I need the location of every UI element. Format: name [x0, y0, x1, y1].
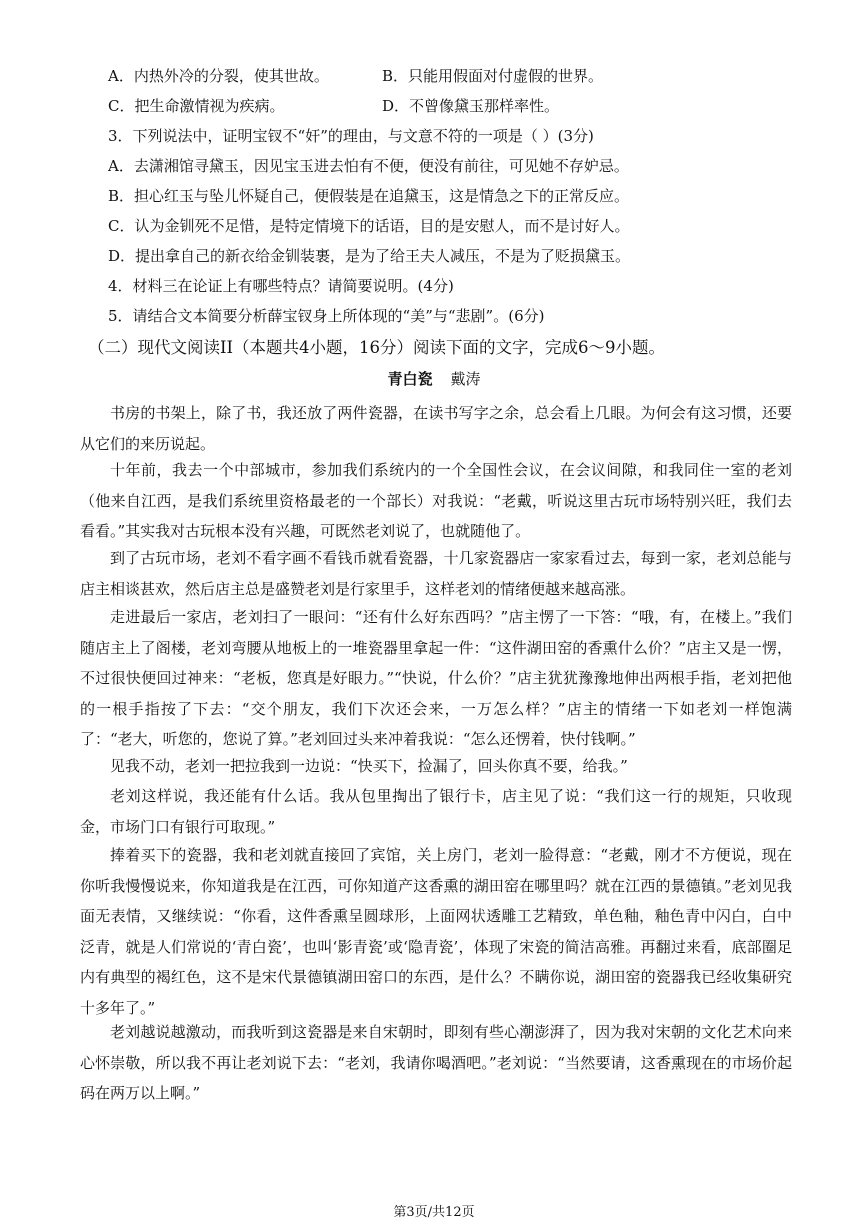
article-paragraph-6: 老刘这样说，我还能有什么话。我从包里掏出了银行卡，店主见了说：“我们这一行的规矩，只收现金，市场门口有银行可取现。” — [80, 787, 792, 836]
article-title: 青白瓷 — [387, 370, 433, 388]
section-heading: （二）现代文阅读II（本题共4小题，16分）阅读下面的文字，完成6～9小题。 — [88, 338, 666, 357]
q3-option-d: D．提出拿自己的新衣给金钏装裹，是为了给王夫人减压，不是为了贬损黛玉。 — [108, 247, 631, 265]
q2-option-d: D．不曾像黛玉那样率性。 — [382, 97, 560, 115]
q3-option-a: A．去潇湘馆寻黛玉，因见宝玉进去怕有不便，便没有前往，可见她不存妒忌。 — [108, 157, 629, 175]
q3-stem: 3．下列说法中，证明宝钗不“奸”的理由，与文意不符的一项是（ ）(3分) — [108, 127, 594, 145]
q2-option-a: A．内热外冷的分裂，使其世故。 — [108, 67, 329, 85]
article-title-row — [0, 369, 868, 389]
q2-options-row-2 — [108, 96, 808, 118]
q2-options-row-1 — [108, 66, 808, 88]
article-paragraph-3: 到了古玩市场，老刘不看字画不看钱币就看瓷器，十几家瓷器店一家家看过去，每到一家，老刘总能与店主相谈甚欢，然后店主总是盛赞老刘是行家里手，这样老刘的情绪便越来越高涨。 — [80, 549, 792, 598]
article-paragraph-5: 见我不动，老刘一把拉我到一边说：“快买下，捡漏了，回头你真不要，给我。” — [110, 757, 628, 775]
article-author: 戴涛 — [450, 370, 481, 388]
q3-option-b: B．担心红玉与坠儿怀疑自己，便假装是在追黛玉，这是情急之下的正常反应。 — [108, 187, 630, 205]
article-paragraph-2: 十年前，我去一个中部城市，参加我们系统内的一个全国性会议，在会议间隙，和我同住一室的老刘（他来自江西，是我们系统里资格最老的一个部长）对我说：“老戴，听说这里古玩市场特别兴旺，我们去看看。”其实我对古玩根本没有兴趣，可既然老刘说了，也就随他了。 — [80, 461, 792, 541]
q2-option-b: B．只能用假面对付虚假的世界。 — [382, 67, 604, 85]
q3-option-c: C．认为金钏死不足惜，是特定情境下的话语，目的是安慰人，而不是讨好人。 — [108, 217, 630, 235]
q2-option-c: C．把生命激情视为疾病。 — [108, 97, 285, 115]
q4-question: 4．材料三在论证上有哪些特点？请简要说明。(4分) — [108, 277, 454, 295]
article-paragraph-4: 走进最后一家店，老刘扫了一眼问：“还有什么好东西吗？”店主愣了一下答：“哦，有，在楼上。”我们随店主上了阁楼，老刘弯腰从地板上的一堆瓷器里拿起一件：“这件湖田窑的香熏什么价？”店主又是一愣，不过很快便回过神来：“老板，您真是好眼力。”“快说，什么价？”店主犹犹豫豫地伸出两根手指，老刘把他的一根手指按了下去：“交个朋友，我们下次还会来，一万怎么样？”店主的情绪一下如老刘一样饱满了：“老大，听您的，您说了算。”老刘回过头来冲着我说：“怎么还愣着，快付钱啊。” — [80, 608, 792, 749]
article-paragraph-7: 捧着买下的瓷器，我和老刘就直接回了宾馆，关上房门，老刘一脸得意：“老戴，刚才不方便说，现在你听我慢慢说来，你知道我是在江西，可你知道产这香熏的湖田窑在哪里吗？就在江西的景德镇。”老刘见我面无表情，又继续说：“你看，这件香熏呈圆球形，上面网状透雕工艺精致，单色釉，釉色青中闪白，白中泛青，就是人们常说的‘青白瓷’，也叫‘影青瓷’或‘隐青瓷’，体现了宋瓷的简洁高雅。再翻过来看，底部圈足内有典型的褐红色，这不是宋代景德镇湖田窑口的东西，是什么？不瞒你说，湖田窑的瓷器我已经收集研究十多年了。” — [80, 846, 792, 1017]
q5-question: 5．请结合文本简要分析薛宝钗身上所体现的“美”与“悲剧”。(6分) — [108, 307, 545, 325]
page-number: 第3页/共12页 — [393, 1205, 475, 1220]
article-paragraph-1: 书房的书架上，除了书，我还放了两件瓷器，在读书写字之余，总会看上几眼。为何会有这习惯，还要从它们的来历说起。 — [80, 404, 792, 453]
article-paragraph-8: 老刘越说越激动，而我听到这瓷器是来自宋朝时，即刻有些心潮澎湃了，因为我对宋朝的文化艺术向来心怀崇敬，所以我不再让老刘说下去：“老刘，我请你喝酒吧。”老刘说：“当然要请，这香熏现在的市场价起码在两万以上啊。” — [80, 1023, 792, 1103]
